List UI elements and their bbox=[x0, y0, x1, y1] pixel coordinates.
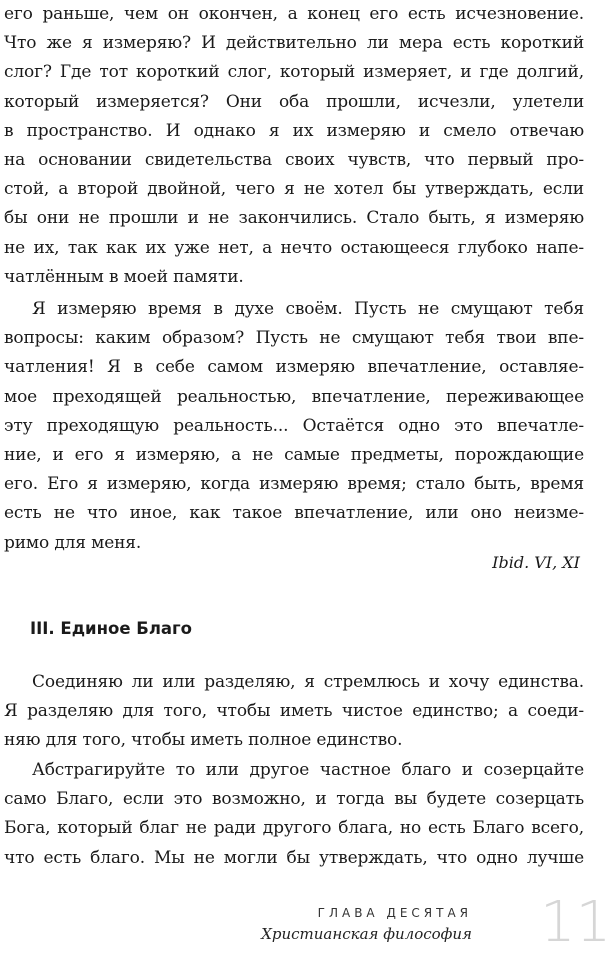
paragraph-4 bbox=[4, 756, 584, 873]
text-line: на основании свидетельства своих чувств, что первый про- bbox=[4, 149, 584, 170]
text-line: в пространство. И однако я их измеряю и смело отвечаю bbox=[4, 120, 584, 141]
text-line: эту преходящую реальность... Остаётся одно это впечатле- bbox=[4, 415, 584, 436]
text-line: Соединяю ли или разделяю, я стремлюсь и хочу единства. bbox=[32, 672, 584, 692]
text-line: ние, и его я измеряю, а не самые предметы, порождающие bbox=[4, 444, 584, 465]
page-number: 11 bbox=[540, 890, 612, 955]
text-line: Я измеряю время в духе своём. Пусть не смущают тебя bbox=[32, 299, 584, 319]
text-line: не их, так как их уже нет, а нечто остающееся глубоко напе- bbox=[4, 237, 584, 258]
text-line: Абстрагируйте то или другое частное благо и созерцайте bbox=[32, 760, 584, 780]
text-line: мое преходящей реальностью, впечатление, переживающее bbox=[4, 386, 584, 407]
running-head-subtitle: Христианская философия bbox=[261, 925, 472, 943]
text-line: слог? Где тот короткий слог, который измеряет, и где долгий, bbox=[4, 62, 584, 83]
text-line: няю для того, чтобы иметь полное единство. bbox=[4, 730, 403, 751]
text-line: стой, а второй двойной, чего я не хотел бы утверждать, если bbox=[4, 179, 584, 200]
text-line: Что же я измеряю? И действительно ли мера есть короткий bbox=[4, 33, 584, 54]
running-head-chapter: ГЛАВА ДЕСЯТАЯ bbox=[317, 906, 472, 920]
text-line: римо для меня. bbox=[4, 532, 142, 553]
paragraph-1 bbox=[4, 0, 584, 292]
text-line: который измеряется? Они оба прошли, исчезли, улетели bbox=[4, 91, 584, 112]
section-heading: III. Единое Благо bbox=[30, 619, 193, 638]
text-line: что есть благо. Мы не могли бы утверждать, что одно лучше bbox=[4, 847, 584, 868]
text-line: Бога, который благ не ради другого блага, но есть Благо всего, bbox=[4, 818, 584, 839]
text-line: Я разделяю для того, чтобы иметь чистое единство; а соеди- bbox=[4, 701, 584, 722]
text-line: само Благо, если это возможно, и тогда вы будете созерцать bbox=[4, 789, 584, 810]
text-line: его. Его я измеряю, когда измеряю время; стало быть, время bbox=[4, 474, 584, 495]
text-line: есть не что иное, как такое впечатление, или оно неизме- bbox=[4, 503, 584, 524]
text-line: бы они не прошли и не закончились. Стало быть, я измеряю bbox=[4, 208, 584, 229]
citation: Ibid. VI, XI bbox=[492, 553, 580, 572]
paragraph-2 bbox=[4, 295, 584, 558]
paragraph-3 bbox=[4, 668, 584, 756]
text-line: чатления! Я в себе самом измеряю впечатление, оставляе- bbox=[4, 357, 584, 378]
text-line: чатлённым в моей памяти. bbox=[4, 266, 244, 287]
text-line: вопросы: каким образом? Пусть не смущают тебя твои впе- bbox=[4, 328, 584, 349]
text-line: его раньше, чем он окончен, а конец его есть исчезновение. bbox=[4, 4, 584, 24]
